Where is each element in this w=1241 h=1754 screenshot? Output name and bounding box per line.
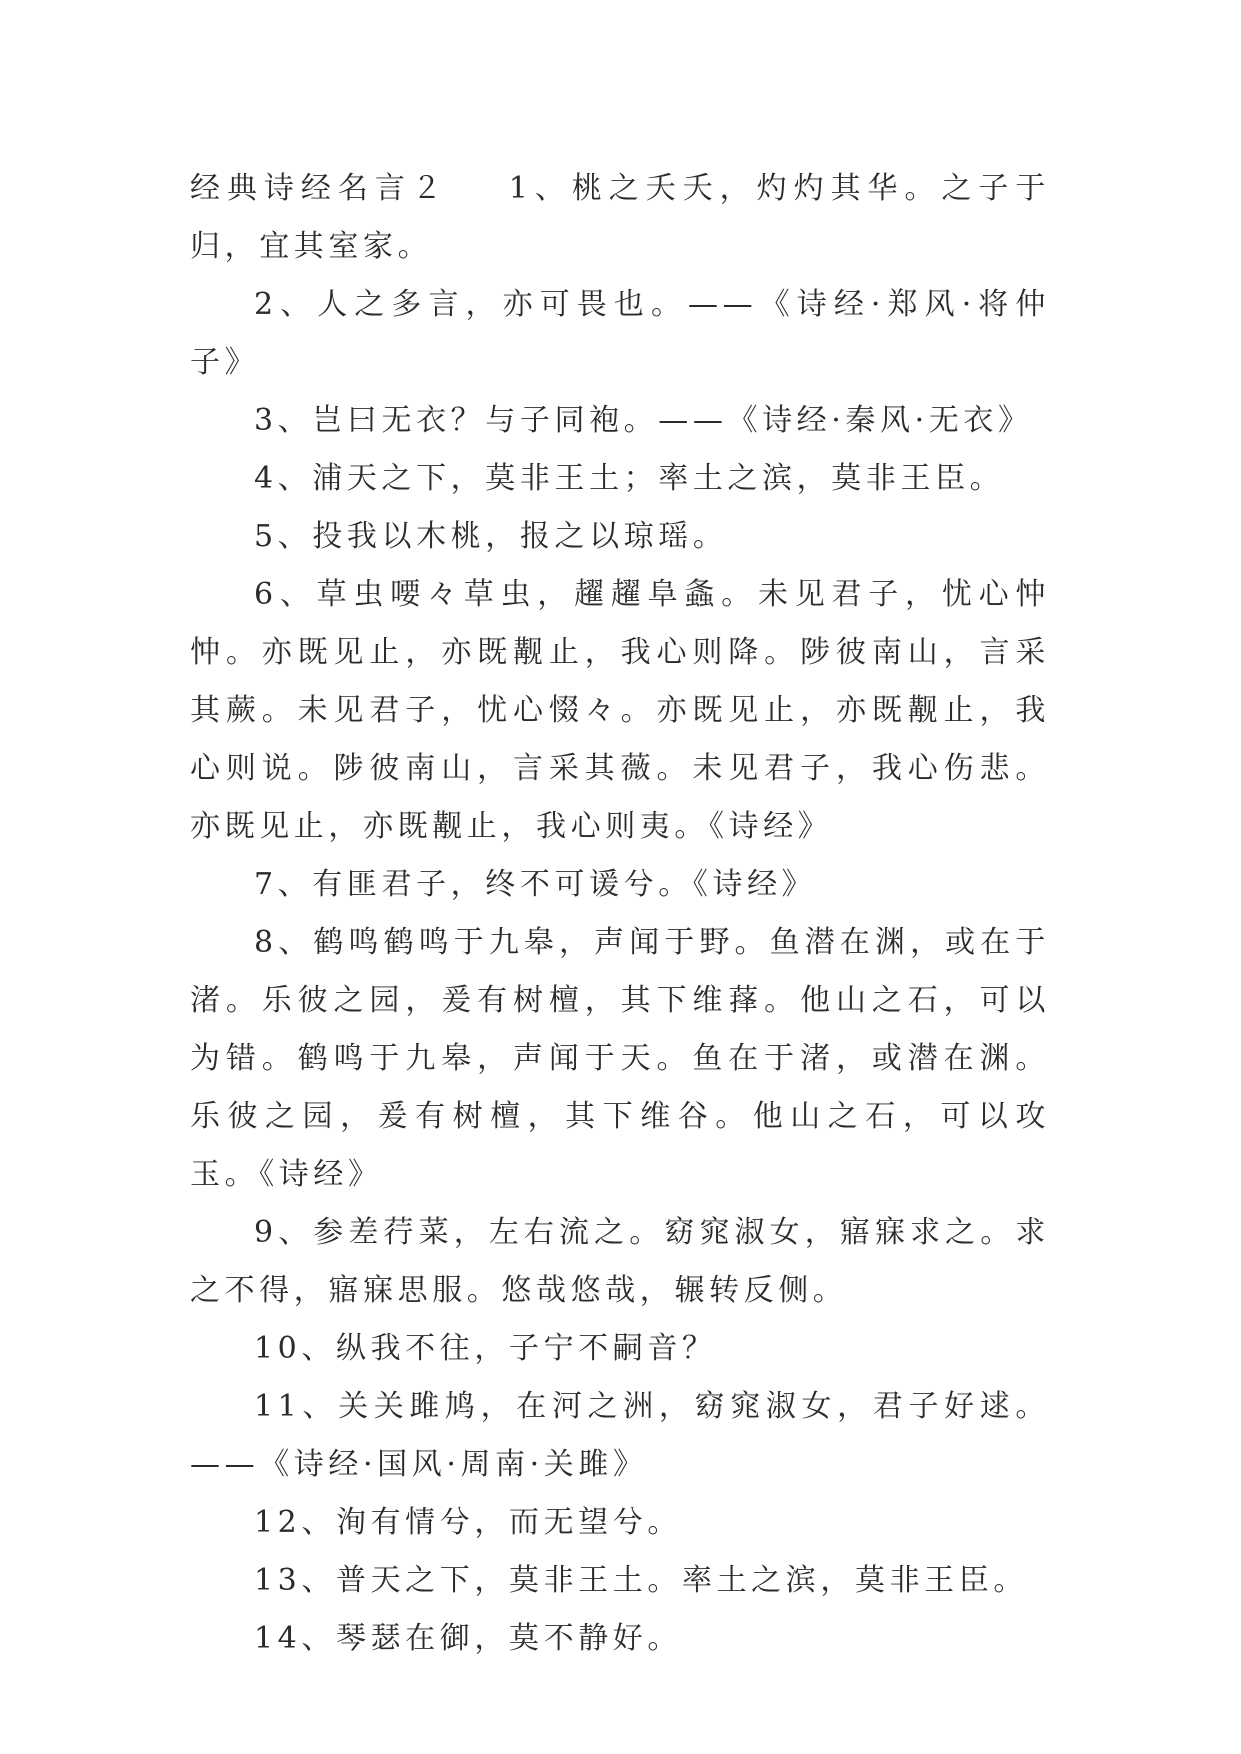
quote-item-7: 7、有匪君子，终不可谖兮。《诗经》 — [254, 867, 817, 902]
quote-item-2: 2、人之多言，亦可畏也。——《诗经·郑风·将仲子》 — [190, 287, 1050, 380]
quote-item-3: 3、岂曰无衣？与子同袍。——《诗经·秦风·无衣》 — [254, 403, 1033, 438]
quote-item-8: 8、鹤鸣鹤鸣于九皋，声闻于野。鱼潜在渊，或在于渚。乐彼之园，爰有树檀，其下维萚。他山之石，可以为错。鹤鸣于九皋，声闻于天。鱼在于渚，或潜在渊。乐彼之园，爰有树檀，其下维谷。他山之石，可以攻玉。《诗经》 — [190, 925, 1050, 1192]
quote-item-4: 4、浦天之下，莫非王土；率土之滨，莫非王臣。 — [254, 461, 1005, 496]
quote-item-5: 5、投我以木桃，报之以琼瑶。 — [254, 519, 728, 554]
quote-item-13: 13、普天之下，莫非王土。率土之滨，莫非王臣。 — [254, 1563, 1028, 1598]
quote-item-11: 11、关关雎鸠，在河之洲，窈窕淑女，君子好逑。——《诗经·国风·周南·关雎》 — [190, 1389, 1050, 1482]
quote-item-1: 1、桃之夭夭，灼灼其华。之子于归，宜其室家。 — [190, 171, 1051, 264]
quote-item-10: 10、纵我不往，子宁不嗣音？ — [254, 1331, 717, 1366]
quote-item-6: 6、草虫喓々草虫，趯趯阜螽。未见君子，忧心忡忡。亦既见止，亦既觏止，我心则降。陟彼南山，言采其蕨。未见君子，忧心惙々。亦既见止，亦既觏止，我心则说。陟彼南山，言采其薇。未见君子，我心伤悲。亦既见止，亦既觏止，我心则夷。《诗经》 — [190, 577, 1050, 844]
quote-item-14: 14、琴瑟在御，莫不静好。 — [254, 1621, 682, 1656]
quote-item-12: 12、洵有情兮，而无望兮。 — [254, 1505, 682, 1540]
document-body — [190, 160, 1050, 1668]
document-heading: 经典诗经名言２ — [190, 171, 449, 206]
intro-paragraph — [190, 160, 1050, 276]
quote-item-9: 9、参差荇菜，左右流之。窈窕淑女，寤寐求之。求之不得，寤寐思服。悠哉悠哉，辗转反侧。 — [190, 1215, 1050, 1308]
